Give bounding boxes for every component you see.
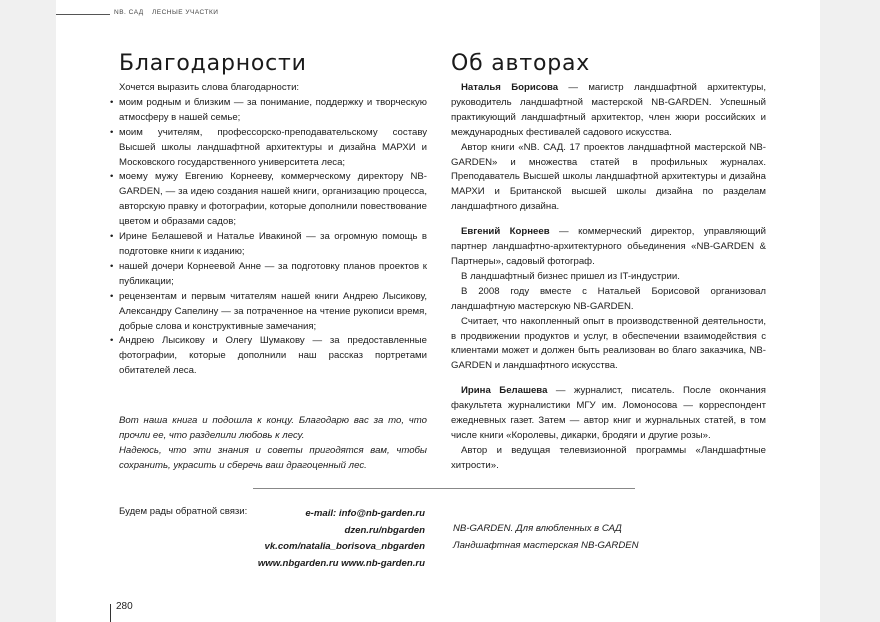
closing-paragraph-1: Вот наша книга и подошла к концу. Благодарю вас за то, что прочли ее, что разделили любовь к лесу. xyxy=(119,415,427,441)
list-item: • моим родным и близким — за понимание, поддержку и творческую атмосферу в нашей семье; xyxy=(119,96,427,126)
list-item: • Ирине Белашевой и Наталье Ивакиной — за огромную помощь в подготовке книги к изданию; xyxy=(119,230,427,260)
tagline-line-2: Ландшафтная мастерская NB-GARDEN xyxy=(453,539,639,551)
author-bio-text: В 2008 году вместе с Натальей Борисовой организовал ландшафтную мастерскую NB-GARDEN. xyxy=(451,285,766,312)
closing-note xyxy=(119,414,427,474)
author-name: Евгений Корнеев xyxy=(461,226,550,238)
running-head xyxy=(114,9,224,16)
author-name: Наталья Борисова xyxy=(461,82,559,93)
running-head-chapter: ЛЕСНЫЕ УЧАСТКИ xyxy=(151,9,219,16)
author-bio-text: В ландшафтный бизнес пришел из IT-индустрии. xyxy=(461,270,680,282)
author-bio-borisova xyxy=(451,81,766,215)
list-item: • моим учителям, профессорско-преподавательскому составу Высшей школы ландшафтной архитектуры и дизайна МАРХИ и Московского государственного университета леса; xyxy=(119,126,427,171)
dzen-link[interactable]: dzen.ru/nbgarden xyxy=(344,524,425,536)
feedback-label: Будем рады обратной связи: xyxy=(119,506,248,517)
author-bio-text: — журналист, писатель. После окончания факультета журналистики МГУ им. Ломоносова — корреспондент ежедневных газет. Затем — автор книг и журнальных статей, в том числе книги «Королевы, дикарки, бродяги и другие розы». xyxy=(451,385,766,441)
author-bio-text: — коммерческий директор, управляющий партнер ландшафтно-архитектурного обьединения «NB-GARDEN & Партнеры», садовый фотограф. xyxy=(451,226,766,267)
about-authors-title: Об авторах xyxy=(451,51,591,76)
author-bio-text: Автор и ведущая телевизионной программы «Ландшафтные хитрости». xyxy=(451,444,766,471)
tagline xyxy=(453,521,639,554)
authors-column xyxy=(451,81,766,484)
author-bio-belasheva xyxy=(451,384,766,473)
author-name: Ирина Белашева xyxy=(461,385,548,397)
page-number: 280 xyxy=(116,601,133,612)
footer-divider xyxy=(253,488,635,489)
author-bio-text: Автор книги «NB. САД. 17 проектов ландшафтной мастерской NB-GARDEN» и множества статей в профильных журналах. Преподаватель Высшей школы ландшафтной архитектуры и дизайна МАРХИ и Британской высшей школы дизайна по разделам ландшафтного дизайна. xyxy=(451,141,766,213)
vk-link[interactable]: vk.com/natalia_borisova_nbgarden xyxy=(264,541,425,552)
acknowledgements-column xyxy=(119,81,427,379)
list-item: • рецензентам и первым читателям нашей книги Андрею Лысикову, Александру Сапелину — за потраченное на чтение рукописи время, добрые слова и конструктивные замечания; xyxy=(119,290,427,335)
author-bio-text: — магистр ландшафтной архитектуры, руководитель ландшафтной мастерской NB-GARDEN. Успешный практикующий ландшафтный архитектор, член жюри российских и международных фестивалей садового искусства. xyxy=(451,82,766,138)
header-rule xyxy=(56,14,110,15)
list-item: • нашей дочери Корнеевой Анне — за подготовку планов проектов к публикации; xyxy=(119,260,427,290)
running-head-book: NB. САД xyxy=(114,9,144,16)
author-bio-korneev xyxy=(451,225,766,374)
contact-links xyxy=(240,506,425,572)
author-bio-text: Считает, что накопленный опыт в производственной деятельности, в продвижении продуктов и услуг, в обеспечении взаимодействия с клиентами может и должен быть реализован во благо заказчика, NB-GARDEN и ландшафтного искусства. xyxy=(451,315,766,372)
acknowledgements-intro: Хочется выразить слова благодарности: xyxy=(119,82,300,93)
closing-paragraph-2: Надеюсь, что эти знания и советы пригодятся вам, чтобы сохранить, украсить и сберечь ваш драгоценный лес. xyxy=(119,444,427,471)
website-links[interactable]: www.nbgarden.ru www.nb-garden.ru xyxy=(257,557,425,569)
acknowledgements-title: Благодарности xyxy=(119,51,307,76)
tagline-line-1: NB-GARDEN. Для влюбленных в САД xyxy=(453,523,622,534)
list-item: • моему мужу Евгению Корнееву, коммерческому директору NB-GARDEN, — за идею создания нашей книги, организацию процесса, авторскую правку и фотографии, которые дополнили повествование цветом и образами садов; xyxy=(119,170,427,230)
list-item: • Андрею Лысикову и Олегу Шумакову — за предоставленные фотографии, которые дополнили наш рассказ портретами обитателей леса. xyxy=(119,334,427,379)
email-link[interactable]: e-mail: info@nb-garden.ru xyxy=(305,508,425,519)
acknowledgements-list xyxy=(119,96,427,379)
page-number-rule xyxy=(110,604,111,622)
